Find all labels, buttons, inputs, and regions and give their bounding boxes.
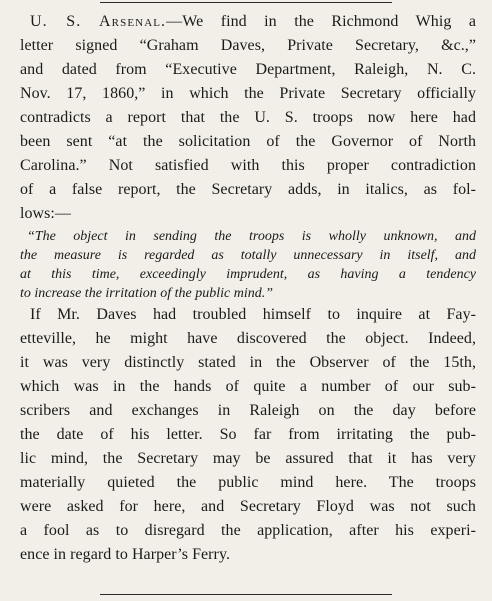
article-line-4: Nov. 17, 1860,” in which the Private Secretary officially: [20, 85, 476, 102]
body-line-1: If Mr. Daves had troubled himself to inquire at Fay-: [30, 306, 476, 323]
article-line-9: lows:—: [20, 205, 71, 222]
body-line-10: a fool as to disregard the application, after his experi-: [20, 522, 476, 539]
article-line-7: Carolina.” Not satisfied with this proper contradiction: [20, 157, 476, 174]
article-line-3: and dated from “Executive Department, Raleigh, N. C.: [20, 61, 476, 78]
article-heading: U. S. Arsenal.: [30, 13, 167, 30]
top-column-rule: [100, 2, 392, 3]
quote-line-1: “The object in sending the troops is wholly unknown, and: [27, 229, 476, 244]
article-line-1: [20, 11, 476, 33]
article-line-8: of a false report, the Secretary adds, in italics, as fol-: [20, 181, 476, 198]
body-line-4: which was in the hands of quite a number of our sub-: [20, 378, 476, 395]
article-line-6: been sent “at the solicitation of the Governor of North: [20, 133, 476, 150]
body-line-5: scribers and exchanges in Raleigh on the day before: [20, 402, 476, 419]
body-line-7: lic mind, the Secretary may be assured that it has very: [20, 450, 476, 467]
article-line-2: letter signed “Graham Daves, Private Secretary, &c.,”: [20, 37, 476, 54]
body-line-2: etteville, he might have discovered the object. Indeed,: [20, 330, 476, 347]
body-line-6: the date of his letter. So far from irritating the pub-: [20, 426, 476, 443]
body-line-8: materially quieted the public mind here. The troops: [20, 474, 476, 491]
bottom-column-rule: [100, 594, 392, 595]
article-line-1-text: —We find in the Richmond Whig a: [166, 13, 476, 30]
quote-line-2: the measure is regarded as totally unnecessary in itself, and: [20, 248, 476, 263]
quote-line-3: at this time, exceedingly imprudent, as having a tendency: [20, 267, 476, 282]
article-line-5: contradicts a report that the U. S. troops now here had: [20, 109, 476, 126]
body-line-11: ence in regard to Harper’s Ferry.: [20, 546, 231, 563]
quote-line-4: to increase the irritation of the public mind.”: [20, 286, 274, 301]
body-line-3: it was very distinctly stated in the Observer of the 15th,: [20, 354, 476, 371]
body-line-9: were asked for here, and Secretary Floyd was not such: [20, 498, 476, 515]
